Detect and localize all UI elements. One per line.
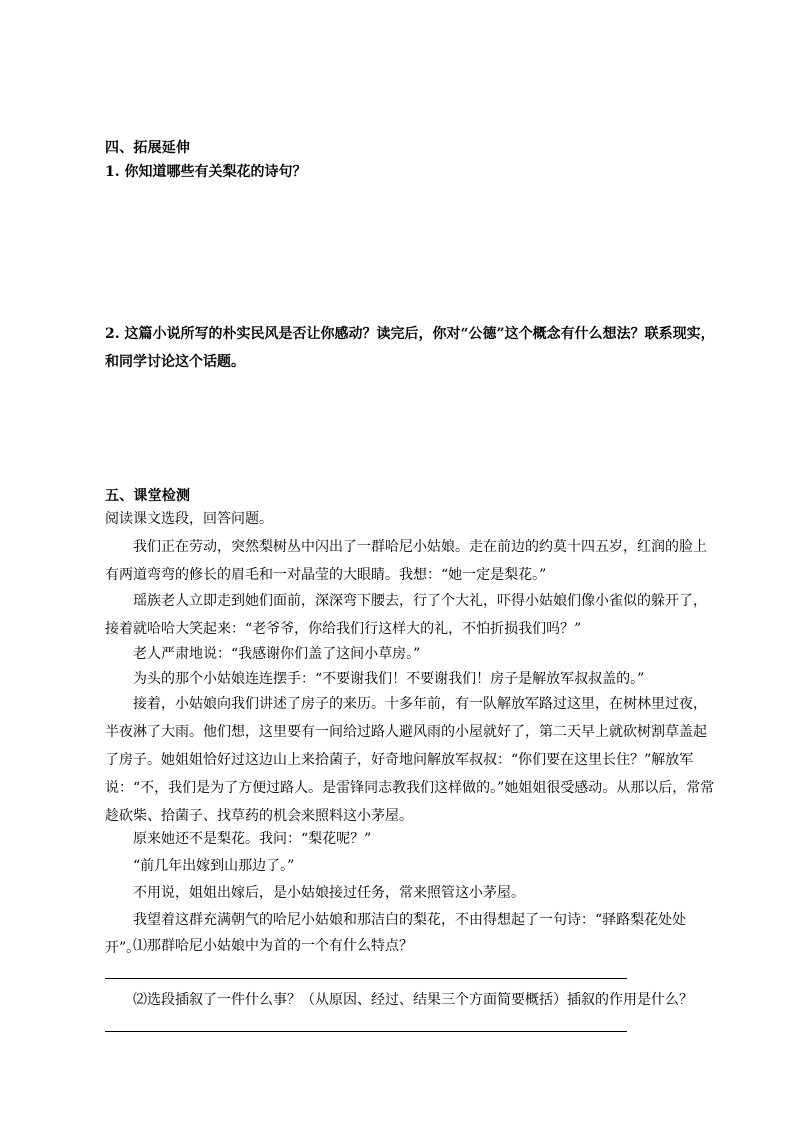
answer-line bbox=[105, 978, 627, 979]
sub-question-1: ⑴那群哈尼小姑娘中为首的一个有什么特点？ bbox=[133, 938, 413, 954]
sub-question-2: ⑵选段插叙了一件什么事？（从原因、经过、结果三个方面简要概括）插叙的作用是什么？ bbox=[133, 992, 693, 1008]
passage-paragraph: 我望着这群充满朝气的哈尼小姑娘和那洁白的梨花，不由得想起了一句诗：“驿路梨花处处开”。 bbox=[105, 912, 687, 956]
passage-paragraph: 原来她还不是梨花。我问：“梨花呢？” bbox=[133, 831, 372, 847]
reading-instruction: 阅读课文选段，回答问题。 bbox=[105, 511, 273, 527]
question-1: 1. 你知道哪些有关梨花的诗句？ bbox=[105, 164, 307, 180]
passage-paragraph: 不用说，姐姐出嫁后，是小姑娘接过任务，常来照管这小茅屋。 bbox=[133, 885, 525, 901]
section-4-heading: 四、拓展延伸 bbox=[105, 140, 191, 156]
section-5-heading: 五、课堂检测 bbox=[105, 488, 191, 504]
question-2: 2. 这篇小说所写的朴实民风是否让你感动？读完后，你对“公德”这个概念有什么想法？联系现实，和同学讨论这个话题。 bbox=[105, 326, 715, 370]
passage-paragraph: 接着，小姑娘向我们讲述了房子的来历。十多年前，有一队解放军路过这里，在树林里过夜，半夜淋了大雨。他们想，这里要有一间给过路人避风雨的小屋就好了，第二天早上就砍树割草盖起了房子。她姐姐恰好过这边山上来拾菌子，好奇地问解放军叔叔：“你们要在这里长住？”解放军说：“不，我们是为了方便过路人。是雷锋同志教我们这样做的。”她姐姐很受感动。从那以后，常常趁砍柴、拾菌子、找草药的机会来照料这小茅屋。 bbox=[105, 696, 715, 824]
passage-paragraph: 我们正在劳动，突然梨树丛中闪出了一群哈尼小姑娘。走在前边的约莫十四五岁，红润的脸上有两道弯弯的修长的眉毛和一对晶莹的大眼睛。我想：“她一定是梨花。” bbox=[105, 539, 707, 583]
passage-paragraph: 老人严肃地说：“我感谢你们盖了这间小草房。” bbox=[133, 646, 421, 662]
passage-paragraph: “前几年出嫁到山那边了。” bbox=[133, 858, 295, 874]
passage-paragraph: 为头的那个小姑娘连连摆手：“不要谢我们！不要谢我们！房子是解放军叔叔盖的。” bbox=[133, 671, 645, 687]
passage-paragraph: 瑶族老人立即走到她们面前，深深弯下腰去，行了个大礼，吓得小姑娘们像小雀似的躲开了，接着就哈哈大笑起来：“老爷爷，你给我们行这样大的礼，不怕折损我们吗？” bbox=[105, 593, 707, 637]
answer-line bbox=[105, 1031, 627, 1032]
